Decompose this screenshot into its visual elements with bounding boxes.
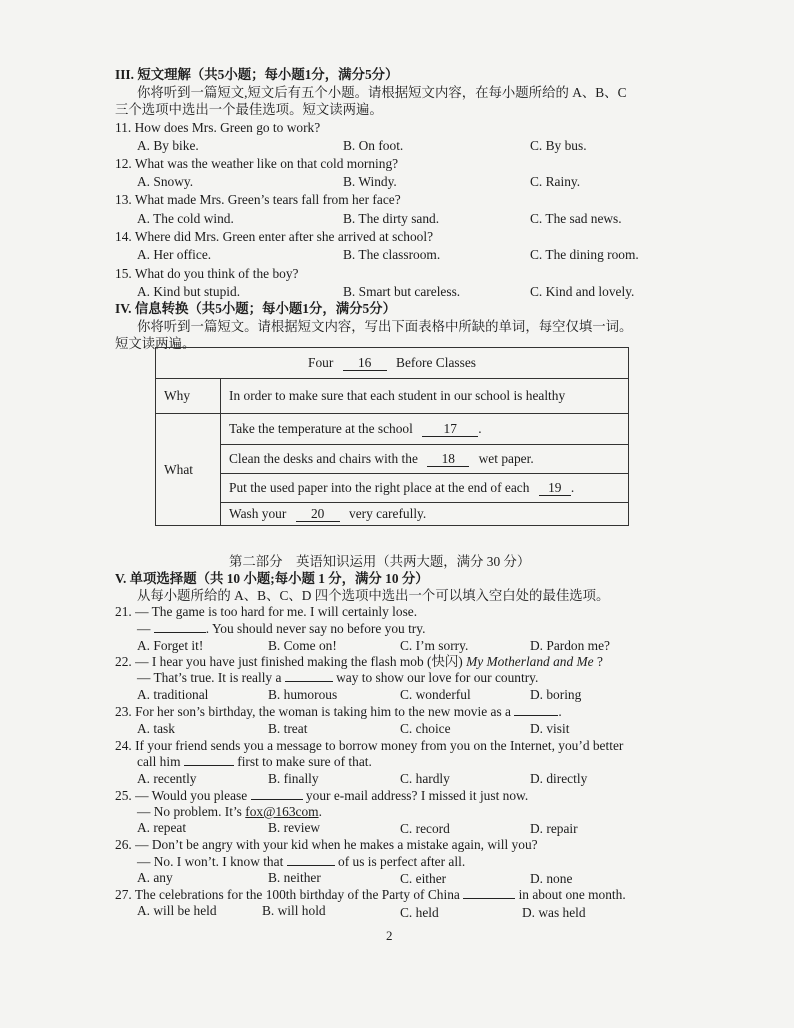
option-b: B. On foot. [343, 138, 404, 153]
stem-text: 23. For her son’s birthday, the woman is taking him to the new movie as a [115, 704, 511, 719]
option-c: C. hardly [400, 771, 450, 786]
section-4-heading: IV. 信息转换（共5小题；每小题1分，满分5分） [115, 301, 396, 316]
option-c: C. held [400, 905, 439, 920]
row-text: Put the used paper into the right place at the end of each [229, 480, 530, 495]
section-3-instruction: 三个选项中选出一个最佳选项。短文读两遍。 [115, 102, 383, 117]
option-d: D. boring [530, 687, 582, 702]
stem-text: 22. — I hear you have just finished making the flash mob (快闪) [115, 654, 463, 669]
stem-text: 25. — Would you please [115, 788, 248, 803]
row-text: Clean the desks and chairs with the [229, 451, 418, 466]
option-b: B. The classroom. [343, 247, 441, 262]
question-21-stem: 21. — The game is too hard for me. I will certainly lose. [115, 604, 418, 619]
reply-text: — No problem. It’s [137, 804, 242, 819]
reply-text: of us is perfect after all. [338, 854, 466, 869]
option-b: B. will hold [262, 903, 326, 918]
table-title-text: Before Classes [396, 355, 476, 370]
answer-blank[interactable] [514, 715, 558, 716]
what-row [221, 445, 629, 474]
stem-text: first to make sure of that. [237, 754, 372, 769]
stem-text: call him [137, 754, 181, 769]
option-b: B. treat [268, 721, 308, 736]
section-5-heading: V. 单项选择题（共 10 小题;每小题 1 分，满分 10 分） [115, 571, 429, 586]
option-c: C. choice [400, 721, 451, 736]
question-22-stem [115, 653, 603, 670]
option-d: D. was held [522, 905, 586, 920]
reply-text: way to show our love for our country. [336, 670, 539, 685]
reply-text: . [318, 804, 322, 819]
option-b: B. neither [268, 870, 321, 885]
reply-text: . You should never say no before you try. [205, 621, 426, 636]
option-c: C. By bus. [530, 138, 587, 153]
question-21-reply: — . You should never say no before you try. [137, 621, 426, 636]
info-table [155, 347, 629, 526]
option-c: C. The dining room. [530, 247, 639, 262]
option-b: B. Windy. [343, 174, 397, 189]
stem-text: your e-mail address? I missed it just now. [305, 788, 529, 803]
question-26-stem: 26. — Don’t be angry with your kid when he makes a mistake again, will you? [115, 837, 538, 852]
section-5-instruction: 从每小题所给的 A、B、C、D 四个选项中选出一个可以填入空白处的最佳选项。 [137, 588, 610, 603]
part-two-heading: 第二部分 英语知识运用（共两大题，满分 30 分） [229, 554, 531, 569]
option-a: A. Her office. [137, 247, 212, 262]
option-d: D. visit [530, 721, 570, 736]
email-address: fox@163com [245, 804, 319, 819]
option-b: B. Come on! [268, 638, 337, 653]
option-a: A. Forget it! [137, 638, 204, 653]
answer-blank[interactable] [184, 765, 234, 766]
answer-blank-18[interactable]: 18 [427, 451, 469, 467]
option-b: B. Smart but careless. [343, 284, 461, 299]
row-text: Wash your [229, 506, 287, 521]
section-4-instruction: 你将听到一篇短文。请根据短文内容，写出下面表格中所缺的单词，每空仅填一词。 [137, 319, 633, 334]
option-b: B. finally [268, 771, 319, 786]
stem-text: in about one month. [518, 887, 626, 902]
question-11-stem: 11. How does Mrs. Green go to work? [115, 120, 321, 135]
option-a: A. By bike. [137, 138, 199, 153]
row-text: Take the temperature at the school [229, 421, 413, 436]
question-24-stem: 24. If your friend sends you a message to borrow money from you on the Internet, you’d better [115, 738, 624, 753]
question-27-stem [115, 886, 626, 903]
stem-title: My Motherland and Me [466, 654, 594, 669]
page-number: 2 [386, 928, 393, 943]
option-a: A. Snowy. [137, 174, 194, 189]
option-a: A. traditional [137, 687, 209, 702]
option-a: A. task [137, 721, 175, 736]
option-a: A. recently [137, 771, 197, 786]
option-c: C. I’m sorry. [400, 638, 469, 653]
why-label: Why [156, 379, 221, 414]
question-13-stem: 13. What made Mrs. Green’s tears fall from her face? [115, 192, 401, 207]
table-title [156, 348, 629, 379]
option-c: C. wonderful [400, 687, 471, 702]
what-row [221, 474, 629, 503]
row-text: wet paper. [478, 451, 534, 466]
option-c: C. Kind and lovely. [530, 284, 635, 299]
option-b: B. The dirty sand. [343, 211, 440, 226]
answer-blank[interactable] [287, 865, 335, 866]
question-12-stem: 12. What was the weather like on that cold morning? [115, 156, 399, 171]
option-a: A. repeat [137, 820, 187, 835]
option-b: B. review [268, 820, 321, 835]
stem-text: 27. The celebrations for the 100th birthday of the Party of China [115, 887, 460, 902]
answer-blank[interactable] [154, 632, 206, 633]
option-d: D. directly [530, 771, 588, 786]
question-14-stem: 14. Where did Mrs. Green enter after she arrived at school? [115, 229, 434, 244]
row-text: very carefully. [349, 506, 427, 521]
answer-blank-17[interactable]: 17 [422, 421, 478, 437]
option-d: D. Pardon me? [530, 638, 610, 653]
answer-blank-16[interactable]: 16 [343, 355, 387, 371]
option-a: A. any [137, 870, 173, 885]
option-a: A. The cold wind. [137, 211, 234, 226]
answer-blank-19[interactable]: 19 [539, 480, 571, 496]
question-26-reply [137, 853, 465, 870]
answer-blank[interactable] [463, 898, 515, 899]
option-c: C. The sad news. [530, 211, 622, 226]
option-c: C. either [400, 871, 447, 886]
question-25-stem [115, 787, 528, 804]
question-22-reply [137, 669, 538, 686]
option-d: D. repair [530, 821, 578, 836]
question-23-stem [115, 703, 562, 720]
section-3-heading: III. 短文理解（共5小题；每小题1分，满分5分） [115, 67, 399, 82]
what-row [221, 503, 629, 526]
option-d: D. none [530, 871, 573, 886]
why-text: In order to make sure that each student in our school is healthy [221, 379, 629, 414]
reply-text: — No. I won’t. I know that [137, 854, 284, 869]
row-text: . [570, 480, 575, 495]
answer-blank[interactable] [251, 799, 303, 800]
option-c: C. record [400, 821, 450, 836]
section-4-instruction: 短文读两遍。 [115, 336, 196, 351]
question-15-stem: 15. What do you think of the boy? [115, 266, 299, 281]
reply-text: — That’s true. It is really a [137, 670, 282, 685]
stem-text: . [558, 704, 562, 719]
section-3-instruction: 你将听到一篇短文,短文后有五个小题。请根据短文内容，在每小题所给的 A、B、C [137, 85, 627, 100]
what-label: What [156, 414, 221, 526]
answer-blank-20[interactable]: 20 [296, 506, 340, 522]
option-b: B. humorous [268, 687, 338, 702]
option-a: A. Kind but stupid. [137, 284, 241, 299]
stem-text: ? [597, 654, 603, 669]
row-text: . [478, 421, 482, 436]
option-c: C. Rainy. [530, 174, 581, 189]
question-24-stem-2 [137, 753, 372, 770]
option-a: A. will be held [137, 903, 217, 918]
question-25-reply [137, 803, 322, 820]
what-row [221, 414, 629, 445]
table-title-text: Four [308, 355, 334, 370]
answer-blank[interactable] [285, 681, 333, 682]
